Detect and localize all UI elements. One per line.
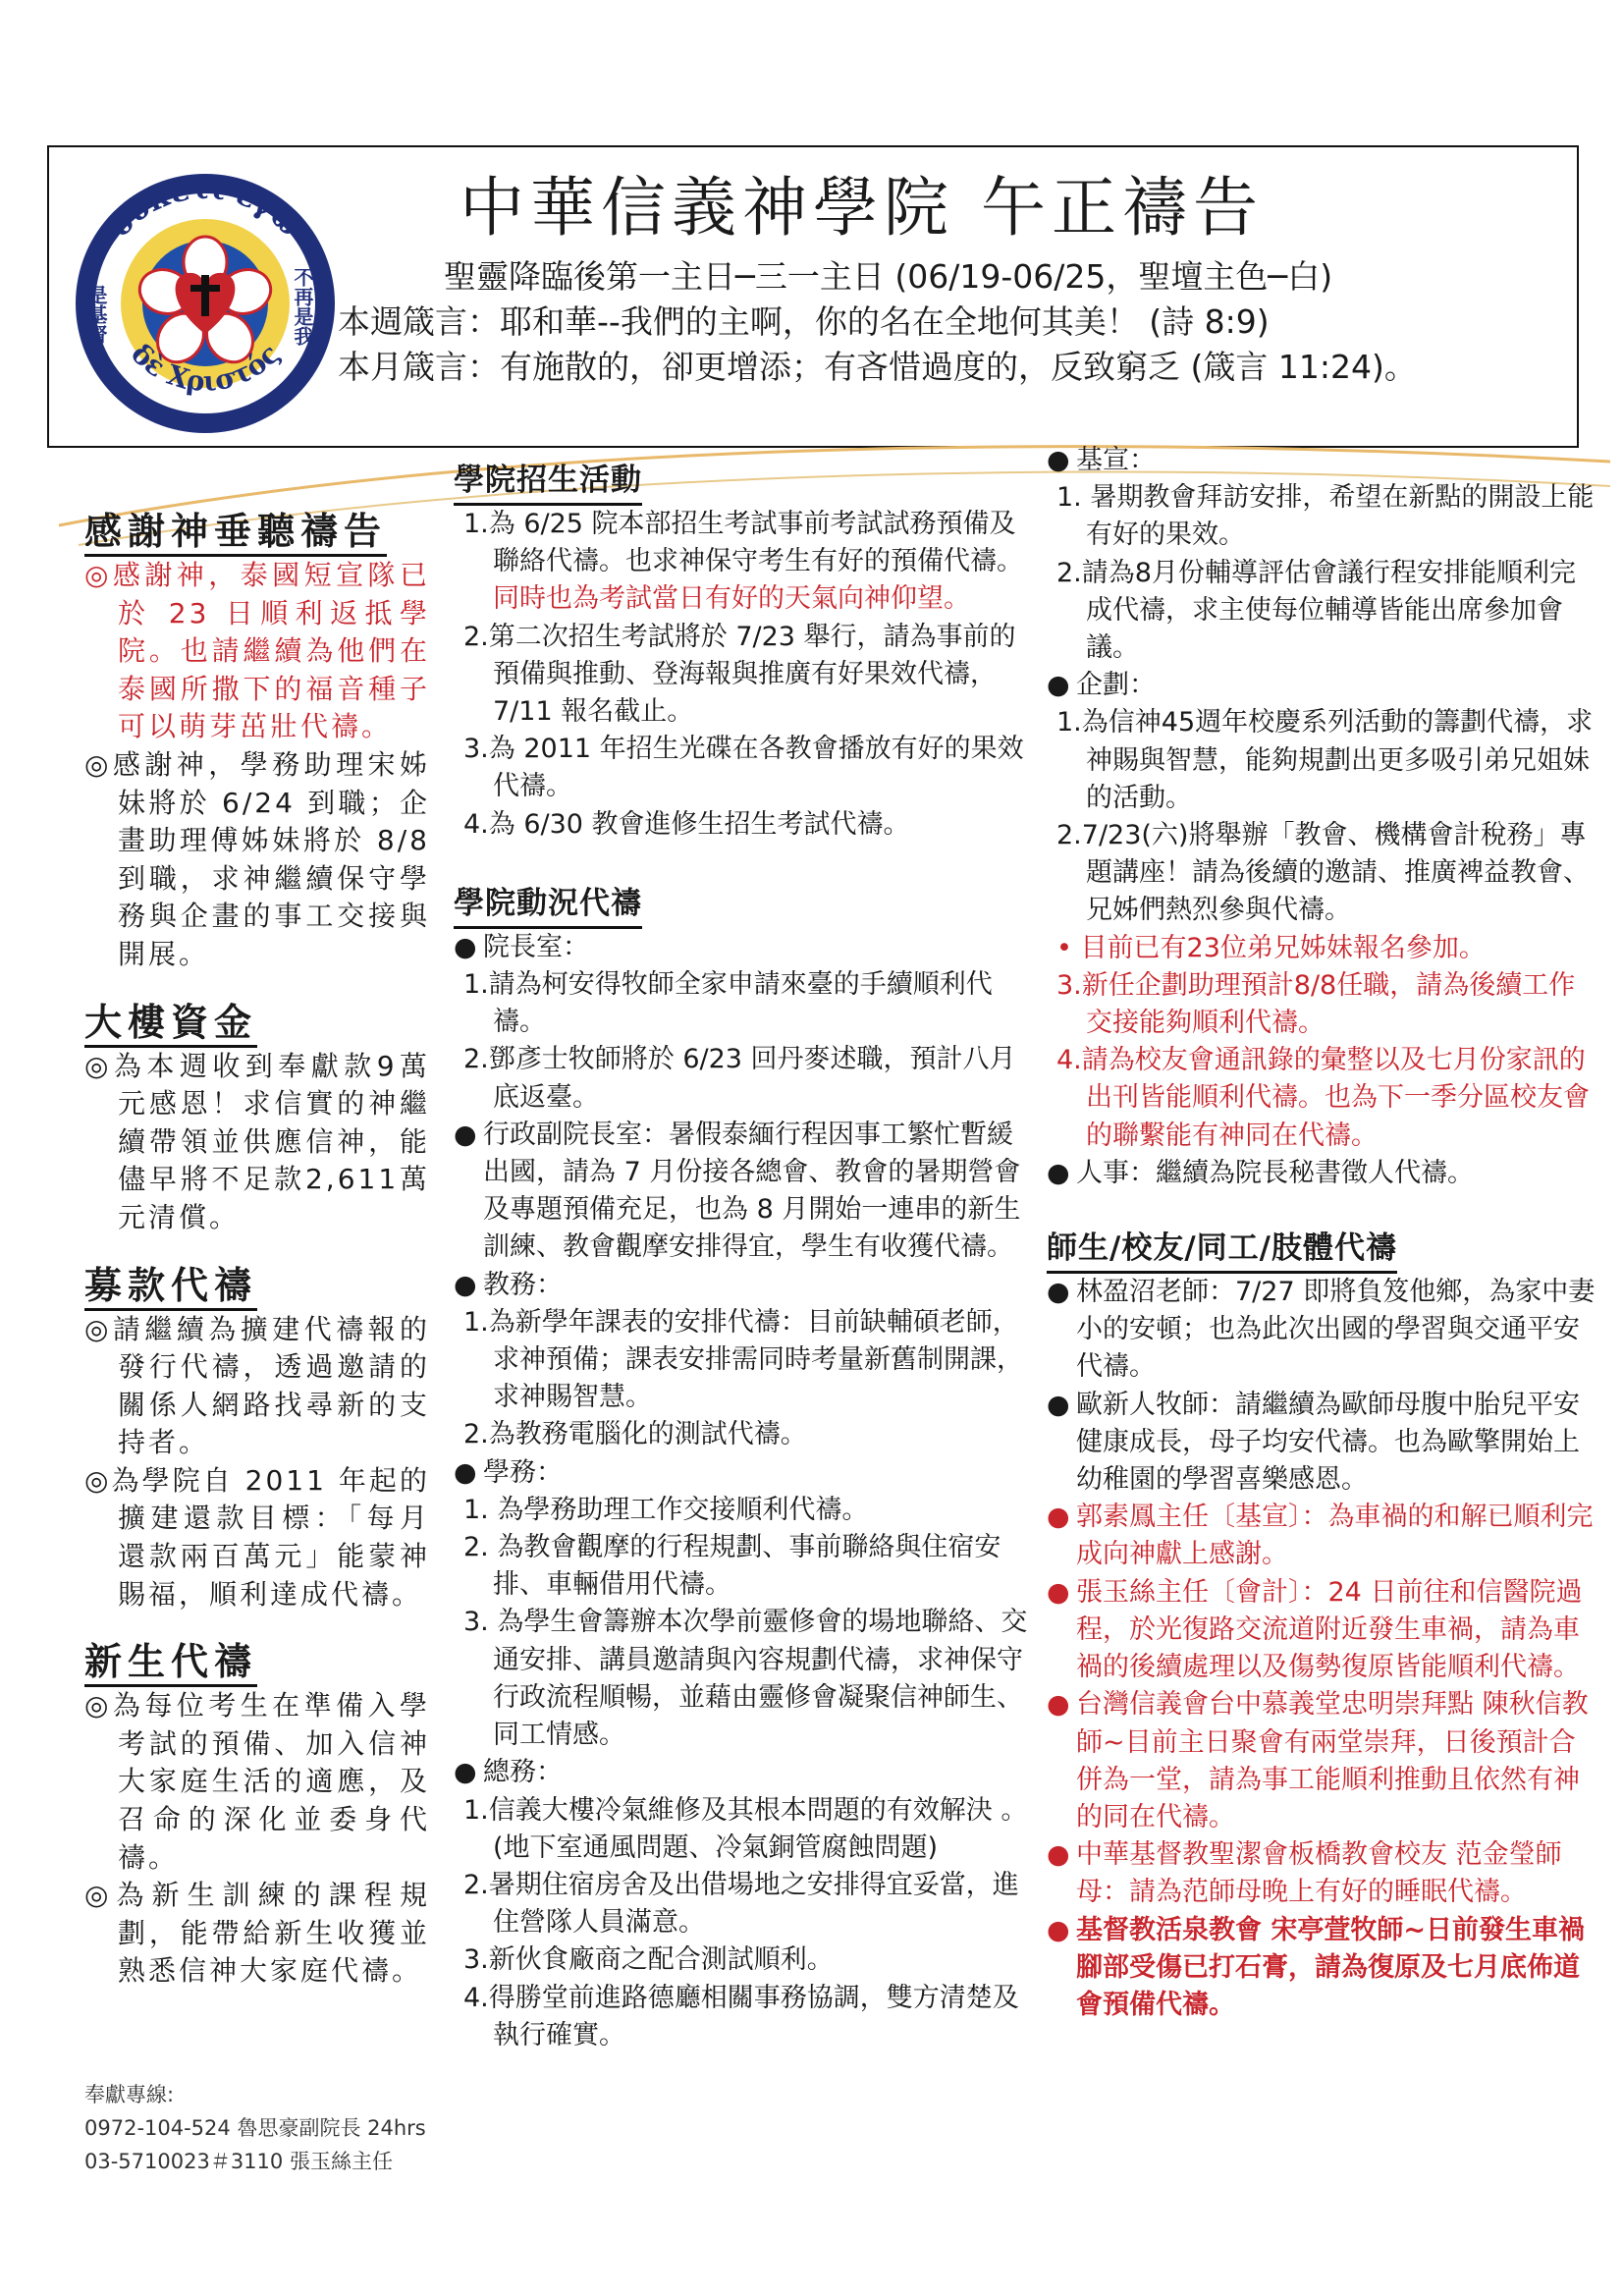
bullet-icon: ●: [1047, 1576, 1070, 1608]
middle-column: [454, 458, 1033, 2054]
bullet-item: [454, 929, 1033, 966]
paragraph: ◎感謝神，泰國短宣隊已於 23 日順利返抵學院。也請繼續為他們在泰國所撒下的福音種子可以萌芽茁壯代禱。: [84, 559, 430, 743]
bullet-item: [454, 1454, 1033, 1492]
left-column: [84, 509, 430, 1991]
list-item: 3. 為學生會籌辦本次學前靈修會的場地聯絡、交通安排、講員邀請與內容規劃代禱，求神保守行政流程順暢，並藉由靈修會凝聚信神師生、同工情感。: [463, 1607, 1028, 1751]
bullet-text: 基宣：: [1076, 445, 1156, 475]
item-text: 1.為 6/25 院本部招生考試事前考試試務預備及聯絡代禱。也求神保守考生有好的預備代禱。: [463, 509, 1023, 577]
paragraph: ◎為新生訓練的課程規劃，能帶給新生收獲並熟悉信神大家庭代禱。: [84, 1879, 430, 1988]
section-title-admissions: 學院招生活動: [454, 458, 642, 506]
bullet-item: [1047, 1387, 1596, 1500]
bullet-item: [454, 1117, 1033, 1267]
list-item: 1.請為柯安得牧師全家申請來臺的手續順利代禱。: [463, 969, 993, 1038]
svg-text:δὲ Χριστός: δὲ Χριστός: [125, 337, 286, 399]
paragraph: ◎為本週收到奉獻款9萬元感恩！求信實的神繼續帶領並供應信神，能儘早將不足款2,611萬元清償。: [84, 1049, 430, 1233]
donation-contact: [84, 2078, 448, 2178]
list-item: 2.鄧彥士牧師將於 6/23 回丹麥述職，預計八月底返臺。: [463, 1044, 1016, 1113]
paragraph: ◎感謝神，學務助理宋姊妹將於 6/24 到職；企畫助理傅姊妹將於 8/8 到職，求神繼續保守學務與企畫的事工交接與開展。: [84, 747, 430, 970]
bullet-icon: ●: [454, 1757, 477, 1788]
bullet-icon: ●: [1047, 1502, 1070, 1533]
list-item: 1.為信神45週年校慶系列活動的籌劃代禱，求神賜與智慧，能夠規劃出更多吸引弟兄姐妹的活動。: [1056, 707, 1594, 813]
bullet-icon: ●: [1047, 1389, 1070, 1420]
bullet-item: [1047, 442, 1596, 479]
list-item: 2.暑期住宿房舍及出借場地之安排得宜妥當，進住營隊人員滿意。: [463, 1869, 1019, 1939]
bullet-icon: •: [1056, 932, 1081, 963]
seal-lettering: [71, 169, 340, 438]
list-item: 1. 為學務助理工作交接順利代禱。: [463, 1494, 869, 1525]
monthly-verse: 本月箴言：有施散的，卻更增添；有吝惜過度的，反致窮乏 (箴言 11:24)。: [338, 348, 1417, 386]
bullet-icon: ●: [454, 1269, 477, 1300]
section-title-fundraising: 募款代禱: [84, 1263, 257, 1311]
bullet-icon: ●: [1047, 1157, 1070, 1188]
section-title-new-students: 新生代禱: [84, 1639, 257, 1687]
bullet-text: 企劃：: [1076, 670, 1156, 701]
paragraph: ◎為每位考生在準備入學考試的預備、加入信神大家庭生活的適應，及召命的深化並委身代禱。: [84, 1689, 430, 1874]
bullet-text: 教務：: [483, 1269, 563, 1300]
list-item: 1.為新學年課表的安排代禱：目前缺輔碩老師，求神預備；課表安排需同時考量新舊制開課，求神賜智慧。: [463, 1306, 1023, 1413]
bullet-text: 張玉絲主任〔會計〕：24 日前往和信醫院過程，於光復路交流道附近發生車禍，請為車禍的後續處理以及傷勢復原皆能順利代禱。: [1076, 1576, 1583, 1683]
list-item: [454, 506, 1033, 619]
bullet-item-highlight: [1047, 1912, 1596, 2025]
svg-text:οὐκέτι ἐγὼ: οὐκέτι ἐγὼ: [102, 171, 307, 245]
list-item: 2.為教務電腦化的測試代禱。: [463, 1419, 807, 1450]
bullet-text: 院長室：: [483, 931, 589, 962]
item-text: 目前已有23位弟兄姊妹報名參加。: [1080, 932, 1486, 963]
paragraph: ◎請繼續為擴建代禱報的發行代禱，透過邀請的關係人網路找尋新的支持者。: [84, 1312, 430, 1459]
bullet-icon: ●: [1047, 670, 1070, 701]
bullet-item: [1047, 667, 1596, 704]
bullet-item-highlight: [1047, 1499, 1596, 1573]
list-item: 1.信義大樓冷氣維修及其根本問題的有效解決 。(地下室通風問題、冷氣銅管腐蝕問題): [463, 1794, 1028, 1863]
list-item: 3.為 2011 年招生光碟在各教會播放有好的果效代禱。: [463, 734, 1024, 802]
bullet-text: 總務：: [483, 1757, 563, 1788]
bullet-item: [454, 1267, 1033, 1304]
bullet-text: 基督教活泉教會 宋亭萱牧師~日前發生車禍腳部受傷已打石膏，請為復原及七月底佈道會預備代禱。: [1076, 1914, 1586, 2020]
contact-label: 奉獻專線:: [84, 2083, 175, 2106]
bullet-icon: ●: [454, 1119, 477, 1150]
svg-text:不再是我: 不再是我: [291, 267, 314, 346]
list-item: 2.7/23(六)將舉辦「教會、機構會計稅務」專題講座！請為後續的邀請、推廣裨益教會、兄姊們熱烈參與代禱。: [1056, 820, 1590, 926]
contact-phone-1: 0972-104-524 魯思豪副院長 24hrs: [84, 2116, 426, 2140]
bullet-text: 郭素鳳主任〔基宣〕：為車禍的和解已順利完成向神獻上感謝。: [1076, 1502, 1594, 1570]
bullet-icon: ●: [454, 931, 477, 962]
list-item: 1. 暑期教會拜訪安排，希望在新點的開設上能有好的果效。: [1056, 482, 1595, 551]
page-title: 中華信義神學院 午正禱告: [460, 170, 1264, 246]
bullet-text: 中華基督教聖潔會板橋教會校友 范金瑩師母：請為范師母晚上有好的睡眠代禱。: [1076, 1839, 1562, 1908]
section-title-building-fund: 大樓資金: [84, 1000, 257, 1048]
bullet-text: 台灣信義會台中慕義堂忠明崇拜點 陳秋信教師~目前主日聚會有兩堂崇拜，日後預計合併為一堂，請為事工能順利推動且依然有神的同在代禱。: [1076, 1689, 1589, 1832]
list-item: 2.第二次招生考試將於 7/23 舉行，請為事前的預備與推動、登海報與推廣有好果效代禱，7/11 報名截止。: [463, 621, 1016, 728]
list-item: 2. 為教會觀摩的行程規劃、事前聯絡與住宿安排、車輛借用代禱。: [463, 1532, 1001, 1601]
item-text-highlight: 同時也為考試當日有好的天氣向神仰望。: [493, 583, 970, 615]
bullet-text: 歐新人牧師：請繼續為歐師母腹中胎兒平安健康成長，母子均安代禱。也為歐擎開始上幼稚園的學習喜樂感恩。: [1076, 1389, 1580, 1496]
bullet-text: 學務：: [483, 1456, 563, 1488]
bullet-item-highlight: [1047, 1574, 1596, 1687]
bullet-icon: ●: [1047, 445, 1070, 475]
section-title-campus-news: 學院動況代禱: [454, 881, 642, 929]
list-item-highlight: 4.請為校友會通訊錄的彙整以及七月份家訊的出刊皆能順利代禱。也為下一季分區校友會的聯繫能有神同在代禱。: [1056, 1045, 1590, 1151]
bullet-text: 林盈沼老師：7/27 即將負笈他鄉，為家中妻小的安頓；也為此次出國的學習與交通平安代禱。: [1076, 1277, 1596, 1383]
bullet-icon: ●: [1047, 1839, 1070, 1871]
bullet-icon: ●: [1047, 1689, 1070, 1721]
list-item: 4.得勝堂前進路德廳相關事務協調，雙方清楚及執行確實。: [463, 1982, 1019, 2050]
list-item-highlight: 3.新任企劃助理預計8/8任職，請為後續工作交接能夠順利代禱。: [1056, 969, 1576, 1039]
list-item: 3.新伙食廠商之配合測試順利。: [463, 1944, 834, 1976]
bullet-icon: ●: [1047, 1277, 1070, 1308]
contact-phone-2: 03-5710023＃3110 張玉絲主任: [84, 2150, 393, 2173]
bullet-item: [1047, 1274, 1596, 1387]
bullet-icon: ●: [1047, 1914, 1070, 1945]
right-column: [1047, 442, 1596, 2024]
bullet-text: 人事：繼續為院長秘書徵人代禱。: [1076, 1157, 1474, 1188]
bullet-item-highlight: [1047, 1836, 1596, 1911]
weekly-verse: 本週箴言：耶和華--我們的主啊，你的名在全地何其美！ (詩 8:9): [338, 302, 1270, 341]
list-item: 2.請為8月份輔導評估會議行程安排能順利完成代禱，求主使每位輔導皆能出席參加會議。: [1056, 557, 1576, 664]
list-item: 4.為 6/30 教會進修生招生考試代禱。: [463, 808, 910, 840]
bullet-item-highlight: [1047, 1686, 1596, 1836]
svg-text:是基督: 是基督: [84, 285, 108, 344]
paragraph: ◎為學院自 2011 年起的擴建還款目標：「每月還款兩百萬元」能蒙神賜福，順利達成代禱。: [84, 1463, 430, 1611]
liturgical-week: 聖靈降臨後第一主日─三一主日 (06/19-06/25，聖壇主色─白): [444, 257, 1333, 296]
section-title-people-prayer: 師生/校友/同工/肢體代禱: [1047, 1226, 1397, 1274]
bullet-item: [454, 1754, 1033, 1791]
section-title-thanksgiving: 感謝神垂聽禱告: [84, 509, 387, 557]
bullet-icon: ●: [454, 1456, 477, 1488]
list-item-highlight: [1047, 930, 1596, 967]
bullet-item: [1047, 1155, 1596, 1192]
bullet-text: 行政副院長室：暑假泰緬行程因事工繁忙暫緩出國，請為 7 月份接各總會、教會的暑期營會及專題預備充足，也為 8 月開始一連串的新生訓練、教會觀摩安排得宜，學生有收獲代禱。: [483, 1119, 1021, 1263]
